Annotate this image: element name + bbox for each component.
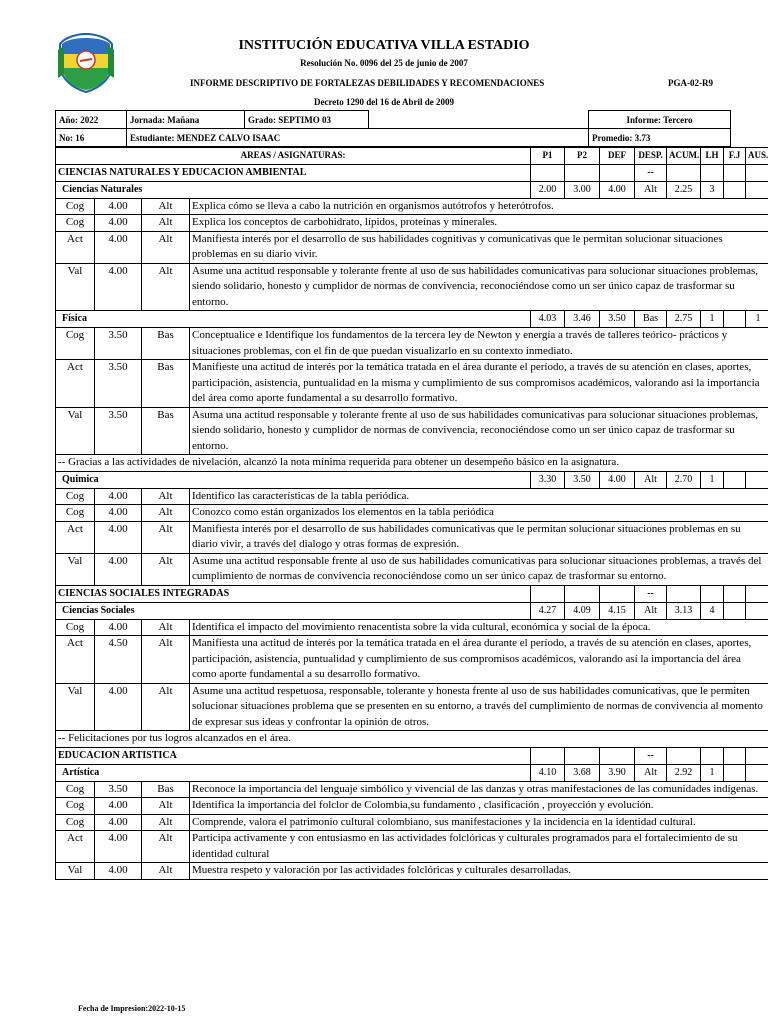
subject-name: Artística [56,764,531,781]
area-row [56,164,768,181]
indicator-type: Val [56,407,95,455]
indicator-type: Cog [56,619,95,636]
indicator-description: Identifico las características de la tabla periódica. [190,488,768,505]
indicator-description: Comprende, valora el patrimonio cultural colombiano, sus manifestaciones y la incidencia en la identidad cultural. [190,814,768,831]
areas-header: AREAS / ASIGNATURAS: [56,148,531,165]
empty-cell [531,747,565,764]
indicator-level: Alt [142,488,190,505]
desp-level: Alt [635,181,667,198]
indicator-score: 4.50 [95,636,142,684]
indicator-score: 4.00 [95,263,142,311]
subject-row [56,471,768,488]
indicator-score: 4.00 [95,198,142,215]
aus-count [746,471,768,488]
subject-name: Quimica [56,471,531,488]
indicator-row [56,863,768,880]
subject-name: Física [56,311,531,328]
def-grade: 4.00 [600,471,635,488]
student-number-field: No: 16 [56,129,127,147]
aus-count [746,764,768,781]
empty-cell [724,164,746,181]
fj-count [724,764,746,781]
fj-count [724,602,746,619]
grade-field: Grado: SEPTIMO 03 [245,111,369,129]
report-header [0,0,768,110]
aus-count [746,181,768,198]
indicator-row [56,360,768,408]
empty-cell [667,164,701,181]
indicator-description: Identifica el impacto del movimiento renacentista sobre la vida cultural, económica y social de la época. [190,619,768,636]
indicator-description: Explica los conceptos de carbohidrato, lípidos, proteínas y minerales. [190,215,768,232]
desp-level: Alt [635,764,667,781]
acum-grade: 2.92 [667,764,701,781]
empty-cell [701,585,724,602]
subject-row [56,181,768,198]
indicator-type: Cog [56,215,95,232]
desp-level: Alt [635,602,667,619]
empty-cell [746,747,768,764]
fj-count [724,471,746,488]
indicator-type: Cog [56,328,95,360]
indicator-score: 4.00 [95,863,142,880]
indicator-description: Conozco como están organizados los elementos en la tabla periódica [190,505,768,522]
area-desp: -- [635,585,667,602]
indicator-description: Participa activamente y con entusiasmo en las actividades folclóricas y culturales programados para el fortalecimiento de su identidad cultural [190,831,768,863]
aus-count: 1 [746,311,768,328]
indicator-description: Reconoce la importancia del lenguaje simbólico y vivencial de las danzas y otras manifestaciones de las comunidades indígenas. [190,781,768,798]
p2-grade: 3.50 [565,471,600,488]
grades-table [55,147,768,880]
fj-count [724,181,746,198]
indicator-score: 3.50 [95,328,142,360]
empty-cell [701,747,724,764]
acum-grade: 2.70 [667,471,701,488]
indicator-type: Act [56,231,95,263]
p2-header: P2 [565,148,600,165]
lh-count: 4 [701,602,724,619]
desp-level: Bas [635,311,667,328]
desp-level: Alt [635,471,667,488]
empty-cell [746,585,768,602]
p1-grade: 4.03 [531,311,565,328]
indicator-level: Alt [142,814,190,831]
indicator-row [56,328,768,360]
indicator-score: 3.50 [95,360,142,408]
indicator-score: 4.00 [95,798,142,815]
indicator-level: Alt [142,619,190,636]
indicator-row [56,683,768,731]
indicator-level: Alt [142,521,190,553]
subject-name: Ciencias Naturales [56,181,531,198]
indicator-score: 4.00 [95,814,142,831]
lh-count: 1 [701,471,724,488]
indicator-score: 4.00 [95,231,142,263]
report-period-field: Informe: Tercero [589,111,731,129]
indicator-row [56,407,768,455]
subject-note: -- Felicitaciones por tus logros alcanzados en el área. [56,731,768,748]
p1-grade: 4.27 [531,602,565,619]
indicator-type: Act [56,360,95,408]
indicator-row [56,521,768,553]
area-row [56,747,768,764]
indicator-description: Muestra respeto y valoración por las actividades folclóricas y culturales desarrolladas. [190,863,768,880]
fj-count [724,311,746,328]
indicator-row [56,215,768,232]
indicator-description: Conceptualice e Identifique los fundamentos de la tercera ley de Newton y energía a través de talleres teórico- prácticos y situaciones problemas, con el fin de que puedan visualizarlo en su contexto inmediato. [190,328,768,360]
indicator-level: Alt [142,636,190,684]
area-name: EDUCACION ARTISTICA [56,747,531,764]
indicator-score: 4.00 [95,831,142,863]
indicator-row [56,814,768,831]
indicator-description: Manifiesta una actitud de interés por la temática tratada en el área durante el período, a través de su atención en clases, aportes, participación, asistencia, puntualidad y cumplimiento de sus compromisos académicos, valorando así la importancia del área como aporte fundamental a su desarrollo formativo. [190,636,768,684]
institution-name: INSTITUCIÓN EDUCATIVA VILLA ESTADIO [238,38,530,53]
indicator-description: Manifieste una actitud de interés por la temática tratada en el área durante el período, a través de su atención en clases, aportes, participación, asistencia, puntualidad en la misma y cumplimiento de sus compromisos académicos, valorando así la importancia del área como aporte fundamental a su desarrollo formativo. [190,360,768,408]
indicator-level: Alt [142,263,190,311]
area-name: CIENCIAS NATURALES Y EDUCACION AMBIENTAL [56,164,531,181]
fj-header: F.J [724,148,746,165]
indicator-description: Explica cómo se lleva a cabo la nutrición en organismos autótrofos y heterótrofos. [190,198,768,215]
indicator-type: Cog [56,198,95,215]
table-header-row [56,148,768,165]
indicator-score: 3.50 [95,781,142,798]
indicator-description: Asume una actitud respetuosa, responsable, tolerante y honesta frente al uso de sus habilidades comunicativas, que le permiten solucionar situaciones problema que se presenten en su entorno, a través del cumplimiento de normas de convivencia al momento de expresar sus ideas y confrontar la opinión de otros. [190,683,768,731]
p2-grade: 3.46 [565,311,600,328]
indicator-level: Bas [142,328,190,360]
indicator-row [56,619,768,636]
empty-cell [724,585,746,602]
indicator-score: 3.50 [95,407,142,455]
def-grade: 3.50 [600,311,635,328]
indicator-score: 4.00 [95,215,142,232]
empty-cell [531,164,565,181]
indicator-row [56,553,768,585]
empty-cell [565,164,600,181]
student-info-table [55,110,731,147]
indicator-row [56,798,768,815]
indicator-score: 4.00 [95,553,142,585]
empty-cell [565,585,600,602]
indicator-level: Alt [142,798,190,815]
subject-name: Ciencias Sociales [56,602,531,619]
report-title: INFORME DESCRIPTIVO DE FORTALEZAS DEBILIDADES Y RECOMENDACIONES [190,78,545,88]
indicator-type: Val [56,553,95,585]
indicator-level: Alt [142,683,190,731]
subject-note-row [56,731,768,748]
empty-cell [565,747,600,764]
p1-grade: 3.30 [531,471,565,488]
acum-header: ACUM. [667,148,701,165]
indicator-type: Cog [56,781,95,798]
indicator-type: Val [56,263,95,311]
indicator-level: Alt [142,831,190,863]
subject-note-row [56,455,768,472]
empty-cell [600,585,635,602]
empty-cell [600,164,635,181]
indicator-level: Bas [142,360,190,408]
indicator-type: Cog [56,505,95,522]
indicator-level: Alt [142,198,190,215]
acum-grade: 3.13 [667,602,701,619]
indicator-score: 4.00 [95,619,142,636]
p1-grade: 2.00 [531,181,565,198]
indicator-row [56,488,768,505]
indicator-description: Manifiesta interés por el desarrollo de sus habilidades cognitivas y comunicativas que le permitan solucionar situaciones problemas en su diario vivir. [190,231,768,263]
p2-grade: 3.00 [565,181,600,198]
p2-grade: 3.68 [565,764,600,781]
indicator-description: Asume una actitud responsable y tolerante frente al uso de sus habilidades comunicativas para solucionar situaciones problemas, siendo solidario, honesto y cumplidor de normas de convivencia, reconociéndose como un ser único capaz de trasformar su entorno. [190,263,768,311]
area-name: CIENCIAS SOCIALES INTEGRADAS [56,585,531,602]
shift-field: Jornada: Mañana [127,111,245,129]
indicator-level: Alt [142,231,190,263]
year-field: Año: 2022 [56,111,127,129]
indicator-description: Manifiesta interés por el desarrollo de sus habilidades comunicativas que le permitan solucionar situaciones problemas en su diario vivir, a través del dialogo y otras formas de expresión. [190,521,768,553]
indicator-type: Val [56,863,95,880]
p1-grade: 4.10 [531,764,565,781]
subject-row [56,602,768,619]
indicator-score: 4.00 [95,488,142,505]
area-desp: -- [635,164,667,181]
acum-grade: 2.75 [667,311,701,328]
empty-cell [667,747,701,764]
area-desp: -- [635,747,667,764]
indicator-level: Alt [142,553,190,585]
indicator-type: Act [56,636,95,684]
indicator-row [56,198,768,215]
def-header: DEF [600,148,635,165]
indicator-row [56,505,768,522]
lh-count: 3 [701,181,724,198]
indicator-level: Alt [142,215,190,232]
indicator-description: Asuma una actitud responsable y tolerante frente al uso de sus habilidades comunicativas para solucionar situaciones problemas, siendo solidario, honesto y cumplidor de normas de convivencia, reconociéndose como un ser único capaz de trasformar su entorno. [190,407,768,455]
acum-grade: 2.25 [667,181,701,198]
lh-count: 1 [701,311,724,328]
empty-cell [531,585,565,602]
resolution-text: Resolución No. 0096 del 25 de junio de 2007 [300,58,468,68]
indicator-level: Alt [142,505,190,522]
area-row [56,585,768,602]
indicator-level: Bas [142,781,190,798]
empty-cell [667,585,701,602]
p2-grade: 4.09 [565,602,600,619]
indicator-score: 4.00 [95,505,142,522]
subject-row [56,311,768,328]
subject-note: -- Gracias a las actividades de nivelación, alcanzó la nota mínima requerida para obtener un desempeño básico en la asignatura. [56,455,768,472]
indicator-level: Bas [142,407,190,455]
indicator-score: 4.00 [95,683,142,731]
indicator-row [56,263,768,311]
indicator-row [56,781,768,798]
aus-header: AUS. [746,148,768,165]
subject-row [56,764,768,781]
def-grade: 4.00 [600,181,635,198]
student-name-field: Estudiante: MENDEZ CALVO ISAAC [127,129,589,147]
print-date: Fecha de Impresion:2022-10-15 [78,1004,186,1013]
indicator-level: Alt [142,863,190,880]
indicator-description: Asume una actitud responsable frente al uso de sus habilidades comunicativas para solucionar situaciones problemas, a través del cumplimiento de normas de convivencia reconociéndose como un ser único capaz de trasformar su entorno. [190,553,768,585]
indicator-description: Identifica la importancia del folclor de Colombia,su fundamento , clasificación , proyección y evolución. [190,798,768,815]
empty-cell [600,747,635,764]
p1-header: P1 [531,148,565,165]
def-grade: 4.15 [600,602,635,619]
indicator-row [56,636,768,684]
indicator-type: Act [56,831,95,863]
indicator-row [56,231,768,263]
empty-cell [746,164,768,181]
decree-text: Decreto 1290 del 16 de Abril de 2009 [313,97,455,107]
aus-count [746,602,768,619]
empty-cell [701,164,724,181]
lh-header: LH [701,148,724,165]
def-grade: 3.90 [600,764,635,781]
empty-cell [724,747,746,764]
indicator-type: Cog [56,488,95,505]
lh-count: 1 [701,764,724,781]
indicator-type: Val [56,683,95,731]
indicator-score: 4.00 [95,521,142,553]
indicator-row [56,831,768,863]
average-field: Promedio: 3.73 [589,129,731,147]
desp-header: DESP. [635,148,667,165]
indicator-type: Cog [56,814,95,831]
indicator-type: Cog [56,798,95,815]
indicator-type: Act [56,521,95,553]
document-code: PGA-02-R9 [668,78,713,88]
